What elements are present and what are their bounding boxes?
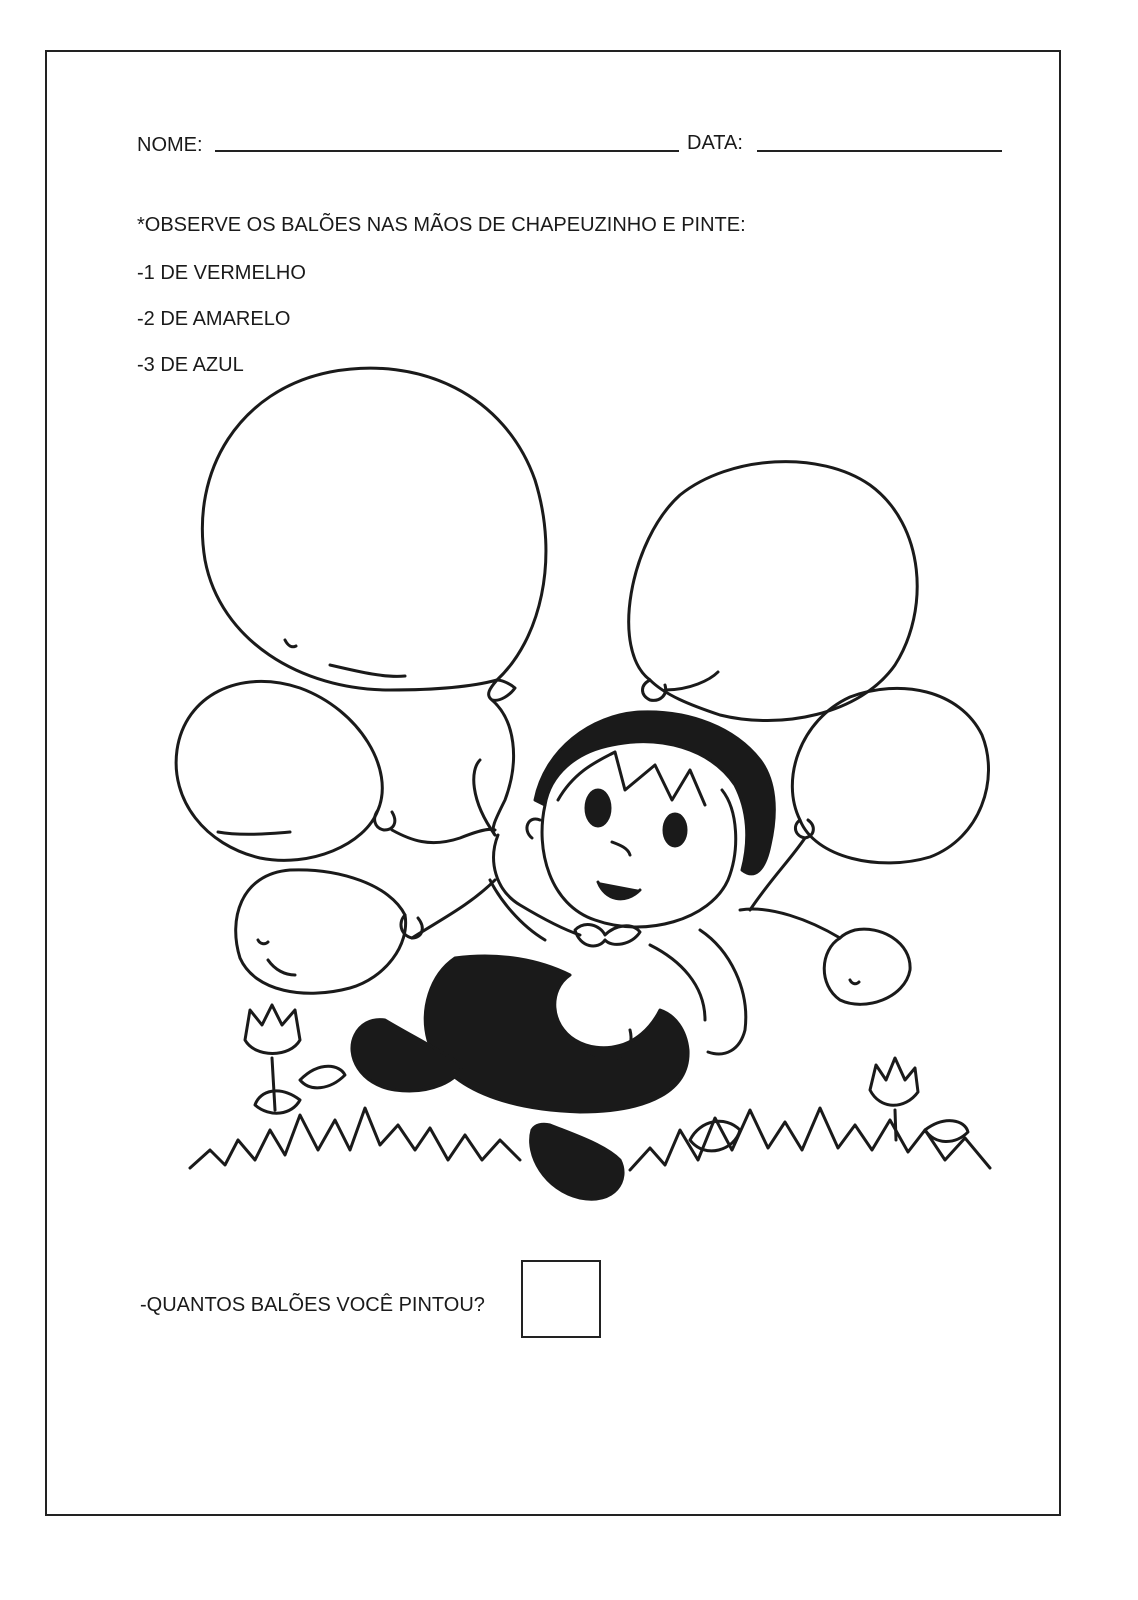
instruction-item-red: -1 DE VERMELHO	[137, 262, 306, 284]
answer-box[interactable]	[521, 1260, 601, 1338]
header-row	[137, 130, 1003, 160]
count-question: -QUANTOS BALÕES VOCÊ PINTOU?	[140, 1294, 485, 1316]
name-label: NOME:	[137, 134, 203, 156]
instruction-intro: *OBSERVE OS BALÕES NAS MÃOS DE CHAPEUZINHO E PINTE:	[137, 214, 746, 236]
date-label: DATA:	[687, 132, 743, 154]
instruction-item-blue: -3 DE AZUL	[137, 354, 244, 376]
date-field[interactable]	[757, 130, 1002, 152]
name-field[interactable]	[215, 130, 679, 152]
instruction-item-yellow: -2 DE AMARELO	[137, 308, 291, 330]
